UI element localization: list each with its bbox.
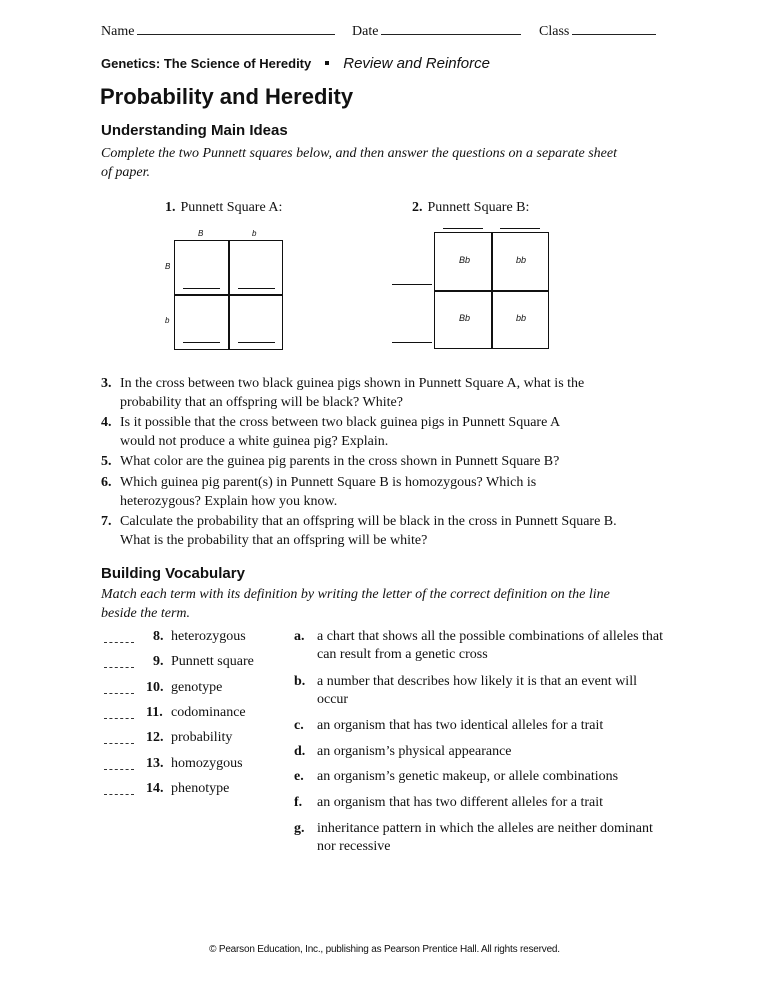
punnett-a-cell-4-blank[interactable] (238, 342, 275, 343)
punnett-b-cell-4: bb (516, 313, 527, 323)
class-input-line[interactable] (572, 22, 656, 35)
definition-item: a. a chart that shows all the possible combinations of alleles that can result from a genetic cross (294, 629, 664, 662)
answer-blank[interactable] (104, 718, 134, 719)
name-field[interactable] (101, 22, 335, 40)
answer-blank[interactable] (104, 769, 134, 770)
punnett-a-side-allele-2: b (165, 316, 170, 325)
name-label: Name (101, 24, 135, 39)
date-label: Date (352, 24, 379, 39)
bullet-icon (325, 61, 329, 65)
punnett-a-cell-3-blank[interactable] (183, 342, 220, 343)
punnett-b-divider-h (434, 290, 549, 292)
punnett-b-top-allele-1-blank[interactable] (443, 228, 483, 229)
main-ideas-heading: Understanding Main Ideas (101, 122, 288, 139)
question-7: 7. Calculate the probability that an offspring will be black in the cross in Punnett Square B. What is the probability that an offspring will be white? (101, 514, 617, 548)
punnett-b-number: 2. (412, 200, 423, 215)
punnett-a-cell-1-blank[interactable] (183, 288, 220, 289)
date-input-line[interactable] (381, 22, 521, 35)
question-3: 3. In the cross between two black guinea pigs shown in Punnett Square A, what is the probability that an offspring will be black? White? (101, 376, 585, 410)
punnett-a-top-allele-2: b (252, 229, 257, 238)
answer-blank[interactable] (104, 794, 134, 795)
definition-item: e. an organism’s genetic makeup, or allele combinations (294, 769, 619, 784)
chapter-name: Genetics: The Science of Heredity (101, 56, 312, 71)
answer-blank[interactable] (104, 642, 134, 643)
punnett-a-label: 1. Punnett Square A: (165, 200, 283, 215)
definition-item: c. an organism that has two identical alleles for a trait (294, 718, 604, 733)
question-4: 4. Is it possible that the cross between two black guinea pigs in Punnett Square A would not produce a white guinea pig? Explain. (101, 415, 560, 449)
class-label: Class (539, 24, 570, 39)
answer-blank[interactable] (104, 693, 134, 694)
question-5: 5. What color are the guinea pig parents in the cross shown in Punnett Square B? (101, 454, 560, 469)
punnett-a-divider-h (174, 294, 283, 296)
punnett-b-side-allele-1-blank[interactable] (392, 284, 432, 285)
punnett-a-number: 1. (165, 200, 176, 215)
copyright-footer: © Pearson Education, Inc., publishing as Pearson Prentice Hall. All rights reserved. (209, 944, 560, 955)
definition-item: f. an organism that has two different alleles for a trait (294, 795, 604, 810)
punnett-a-top-allele-1: B (198, 229, 204, 238)
definition-item: d. an organism’s physical appearance (294, 744, 512, 759)
answer-blank[interactable] (104, 667, 134, 668)
vocabulary-instructions: Match each term with its definition by writing the letter of the correct definition on the line beside the term. (101, 587, 610, 621)
chapter-subtitle (101, 55, 490, 72)
page-title: Probability and Heredity (100, 84, 354, 109)
vocabulary-heading: Building Vocabulary (101, 565, 245, 582)
definition-item: b. a number that describes how likely it is that an event will occur (294, 674, 637, 707)
punnett-a-cell-2-blank[interactable] (238, 288, 275, 289)
class-field[interactable] (539, 22, 656, 40)
date-field[interactable] (352, 22, 521, 40)
answer-blank[interactable] (104, 743, 134, 744)
punnett-b-cell-1: Bb (459, 255, 471, 265)
punnett-b-side-allele-2-blank[interactable] (392, 342, 432, 343)
punnett-b-cell-3: Bb (459, 313, 471, 323)
question-6: 6. Which guinea pig parent(s) in Punnett Square B is homozygous? Which is heterozygous? Explain how you know. (101, 475, 537, 509)
definition-item: g. inheritance pattern in which the alleles are neither dominant nor recessive (294, 821, 653, 854)
main-ideas-instructions: Complete the two Punnett squares below, and then answer the questions on a separate sheet of paper. (101, 146, 617, 180)
section-name: Review and Reinforce (343, 55, 490, 72)
name-input-line[interactable] (137, 22, 335, 35)
punnett-b-top-allele-2-blank[interactable] (500, 228, 540, 229)
punnett-b-cell-2: bb (516, 255, 527, 265)
punnett-a-side-allele-1: B (165, 262, 171, 271)
punnett-b-label: 2. Punnett Square B: (412, 200, 530, 215)
